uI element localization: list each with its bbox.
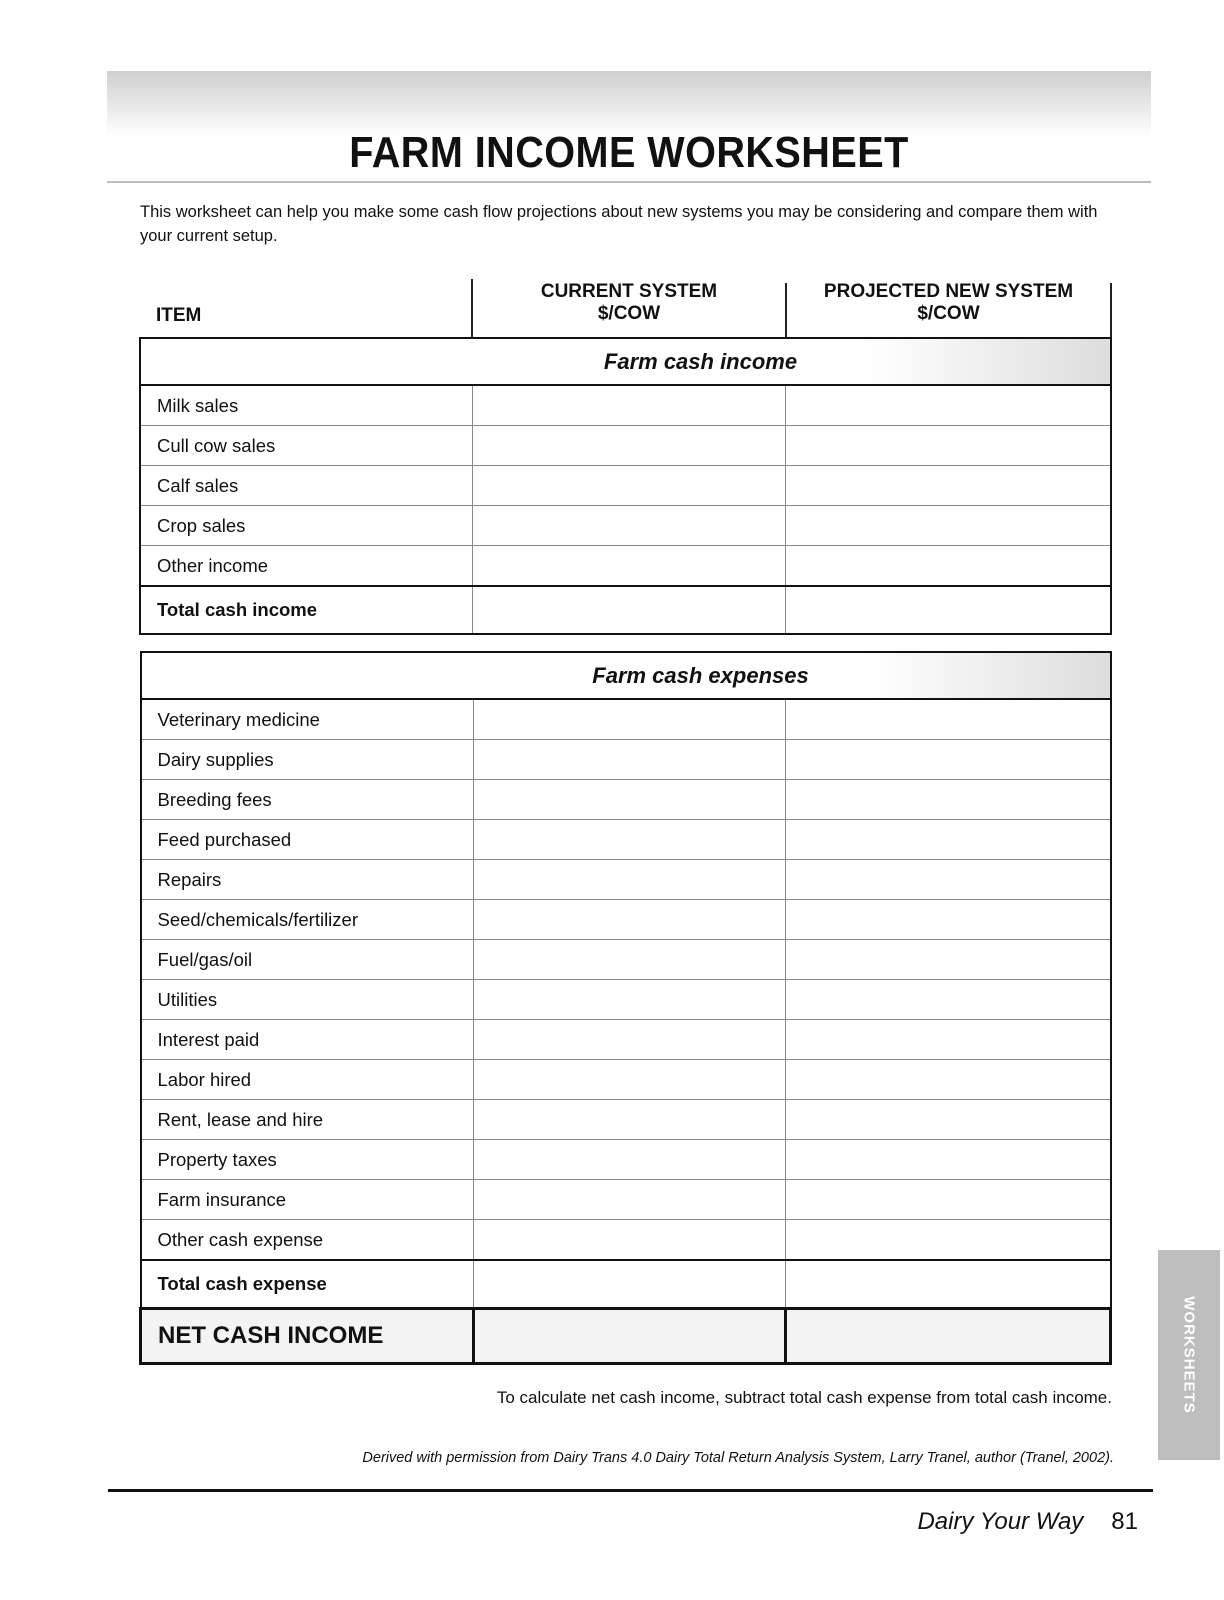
row-label: Farm insurance: [141, 1180, 474, 1220]
current-system-cell[interactable]: [473, 1140, 786, 1180]
projected-system-cell[interactable]: [786, 1309, 1111, 1364]
row-label: Other cash expense: [141, 1220, 474, 1261]
header-divider: [785, 283, 787, 337]
row-label: Total cash expense: [141, 1260, 474, 1309]
calculation-note: To calculate net cash income, subtract total cash expense from total cash income.: [496, 1388, 1112, 1407]
expense-table: [139, 651, 1112, 1365]
row-label: Feed purchased: [141, 820, 474, 860]
table-row: [141, 1220, 1111, 1261]
current-system-cell[interactable]: [472, 466, 785, 506]
row-label: NET CASH INCOME: [141, 1309, 474, 1364]
current-system-cell[interactable]: [473, 820, 786, 860]
current-system-cell[interactable]: [472, 506, 785, 546]
book-title: Dairy Your Way: [917, 1508, 1084, 1535]
table-row: [140, 506, 1111, 546]
table-row: [141, 1020, 1111, 1060]
table-row: [141, 1060, 1111, 1100]
row-label: Repairs: [141, 860, 474, 900]
projected-system-cell[interactable]: [786, 900, 1111, 940]
projected-label: PROJECTED NEW SYSTEM: [823, 281, 1074, 302]
table-row: [141, 860, 1111, 900]
table-row: [140, 466, 1111, 506]
current-system-cell[interactable]: [472, 426, 785, 466]
current-system-cell[interactable]: [473, 940, 786, 980]
projected-system-cell[interactable]: [786, 740, 1111, 780]
current-label: CURRENT SYSTEM: [540, 281, 718, 302]
projected-system-cell[interactable]: [786, 940, 1111, 980]
header-divider: [471, 279, 473, 337]
row-label: Interest paid: [141, 1020, 474, 1060]
projected-system-cell[interactable]: [786, 699, 1111, 740]
page-title: FARM INCOME WORKSHEET: [349, 128, 909, 177]
projected-system-cell[interactable]: [786, 860, 1111, 900]
current-system-cell[interactable]: [473, 699, 786, 740]
table-row: [140, 385, 1111, 426]
current-system-cell[interactable]: [473, 1309, 786, 1364]
row-label: Breeding fees: [141, 780, 474, 820]
page-number: 81: [1111, 1508, 1138, 1535]
current-system-cell[interactable]: [473, 900, 786, 940]
projected-system-cell[interactable]: [786, 1220, 1111, 1261]
projected-system-cell[interactable]: [786, 1060, 1111, 1100]
row-label: Crop sales: [140, 506, 472, 546]
table-row: [141, 940, 1111, 980]
income-table: [139, 337, 1112, 635]
expenses-heading: Farm cash expenses: [141, 652, 1111, 699]
title-divider: [107, 181, 1151, 183]
section-tab-label: WORKSHEETS: [1180, 1296, 1198, 1414]
projected-system-cell[interactable]: [786, 1020, 1111, 1060]
row-label: Fuel/gas/oil: [141, 940, 474, 980]
row-label: Labor hired: [141, 1060, 474, 1100]
projected-system-cell[interactable]: [786, 1260, 1111, 1309]
footer: [917, 1508, 1138, 1536]
table-row: [141, 780, 1111, 820]
projected-system-cell[interactable]: [786, 466, 1111, 506]
current-system-cell[interactable]: [472, 546, 785, 587]
current-system-cell[interactable]: [472, 385, 785, 426]
current-system-cell[interactable]: [473, 1020, 786, 1060]
table-row: [141, 820, 1111, 860]
column-header-current: [472, 281, 786, 337]
table-row: [141, 900, 1111, 940]
current-system-cell[interactable]: [473, 980, 786, 1020]
row-label: Rent, lease and hire: [141, 1100, 474, 1140]
projected-unit: $/COW: [917, 303, 980, 324]
table-row: [141, 699, 1111, 740]
table-row: [140, 546, 1111, 587]
column-header-item: ITEM: [156, 305, 202, 326]
row-label: Veterinary medicine: [141, 699, 474, 740]
table-row: [141, 740, 1111, 780]
footer-rule: [108, 1489, 1153, 1492]
current-system-cell[interactable]: [473, 1180, 786, 1220]
current-system-cell[interactable]: [472, 586, 785, 634]
projected-system-cell[interactable]: [786, 546, 1111, 587]
row-label: Seed/chemicals/fertilizer: [141, 900, 474, 940]
current-system-cell[interactable]: [473, 1260, 786, 1309]
table-row: [141, 1140, 1111, 1180]
row-label: Property taxes: [141, 1140, 474, 1180]
current-system-cell[interactable]: [473, 740, 786, 780]
row-label: Other income: [140, 546, 472, 587]
current-system-cell[interactable]: [473, 860, 786, 900]
projected-system-cell[interactable]: [786, 1180, 1111, 1220]
current-system-cell[interactable]: [473, 1060, 786, 1100]
table-row: [141, 1180, 1111, 1220]
projected-system-cell[interactable]: [786, 1140, 1111, 1180]
section-tab: [1158, 1250, 1220, 1460]
column-header-projected: [786, 281, 1111, 337]
row-label: Cull cow sales: [140, 426, 472, 466]
current-system-cell[interactable]: [473, 1100, 786, 1140]
current-system-cell[interactable]: [473, 1220, 786, 1261]
table-row: [141, 980, 1111, 1020]
row-label: Total cash income: [140, 586, 472, 634]
header-divider: [1110, 283, 1112, 337]
table-row: [141, 1100, 1111, 1140]
current-system-cell[interactable]: [473, 780, 786, 820]
net-cash-income-row: [141, 1309, 1111, 1364]
citation: Derived with permission from Dairy Trans 4.0 Dairy Total Return Analysis System, Larry Tranel, author (Tranel, 2002).: [362, 1450, 1114, 1466]
row-label: Milk sales: [140, 385, 472, 426]
projected-system-cell[interactable]: [786, 506, 1111, 546]
current-unit: $/COW: [597, 303, 661, 324]
projected-system-cell[interactable]: [786, 980, 1111, 1020]
projected-system-cell[interactable]: [786, 586, 1111, 634]
row-label: Utilities: [141, 980, 474, 1020]
row-label: Calf sales: [140, 466, 472, 506]
table-row: [140, 426, 1111, 466]
projected-system-cell[interactable]: [786, 385, 1111, 426]
projected-system-cell[interactable]: [786, 1100, 1111, 1140]
income-heading: Farm cash income: [140, 338, 1111, 385]
intro-text: This worksheet can help you make some cash flow projections about new systems you may be considering and compare them with your current setup.: [140, 203, 1098, 245]
total-income-row: [140, 586, 1111, 634]
total-expense-row: [141, 1260, 1111, 1309]
projected-system-cell[interactable]: [786, 820, 1111, 860]
projected-system-cell[interactable]: [786, 780, 1111, 820]
projected-system-cell[interactable]: [786, 426, 1111, 466]
row-label: Dairy supplies: [141, 740, 474, 780]
